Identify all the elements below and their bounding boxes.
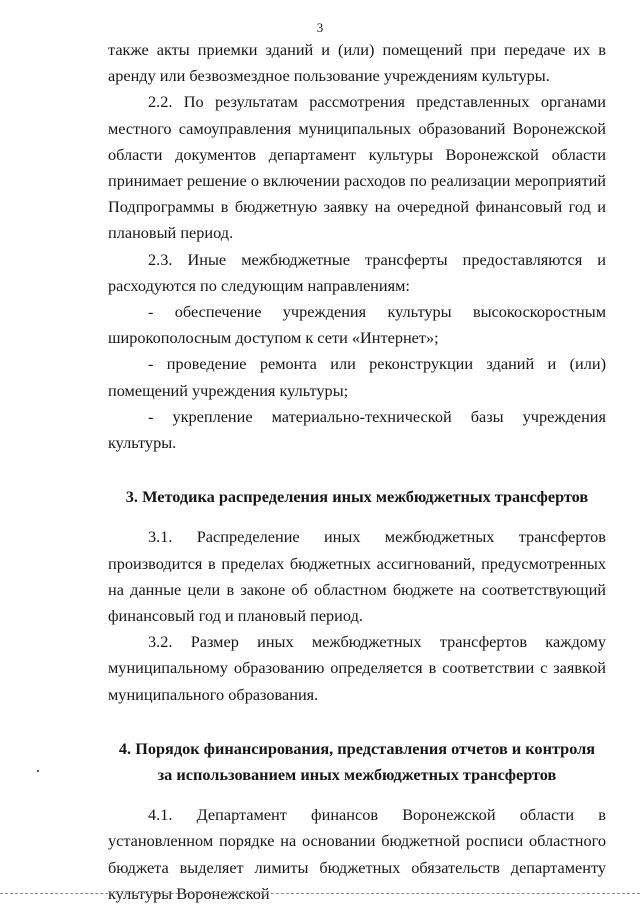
list-item-repair: - проведение ремонта или реконструкции зданий и (или) помещений учреждения культуры; xyxy=(108,354,606,400)
list-item-internet-access: - обеспечение учреждения культуры высокоскоростным широкополосным доступом к сети «Интернет»; xyxy=(108,302,606,348)
page-content xyxy=(108,37,606,907)
section-4-heading-line-2: за использованием иных межбюджетных трансфертов xyxy=(157,765,557,785)
scan-speck xyxy=(37,770,39,772)
page-number: 3 xyxy=(316,20,324,35)
page-bottom-edge xyxy=(0,893,640,894)
paragraph-2-3: 2.3. Иные межбюджетные трансферты предоставляются и расходуются по следующим направлениям: xyxy=(108,249,606,295)
section-gap xyxy=(108,456,606,484)
section-4-heading xyxy=(108,736,606,788)
paragraph-2-2: 2.2. По результатам рассмотрения представленных органами местного самоуправления муниципальных образований Воронежской области документов департамент культуры Воронежской области принимает решение о включении расходов по реализации мероприятий Подпрограммы в бюджетную заявку на очередной финансовый год и плановый период. xyxy=(108,92,606,243)
section-4-heading-line-1: 4. Порядок финансирования, представления отчетов и контроля xyxy=(118,738,596,758)
paragraph-4-1: 4.1. Департамент финансов Воронежской области в установленном порядке на основании бюджетной росписи областного бюджета выделяет лимиты бюджетных обязательств департаменту культуры Воронежской xyxy=(108,805,606,903)
section-gap xyxy=(108,510,606,524)
paragraph-continuation: также акты приемки зданий и (или) помещений при передаче их в аренду или безвозмездное пользование учреждениям культуры. xyxy=(108,40,606,86)
paragraph-3-2: 3.2. Размер иных межбюджетных трансфертов каждому муниципальному образованию определяется в соответствии с заявкой муниципального образования. xyxy=(108,632,606,704)
paragraph-3-1: 3.1. Распределение иных межбюджетных трансфертов производится в пределах бюджетных ассигнований, предусмотренных на данные цели в законе об областном бюджете на соответствующий финансовый год и плановый период. xyxy=(108,527,606,626)
list-item-material-base: - укрепление материально-технической базы учреждения культуры. xyxy=(108,406,606,453)
section-gap xyxy=(108,788,606,802)
section-3-heading: 3. Методика распределения иных межбюджетных трансфертов xyxy=(125,487,589,507)
section-gap xyxy=(108,708,606,736)
